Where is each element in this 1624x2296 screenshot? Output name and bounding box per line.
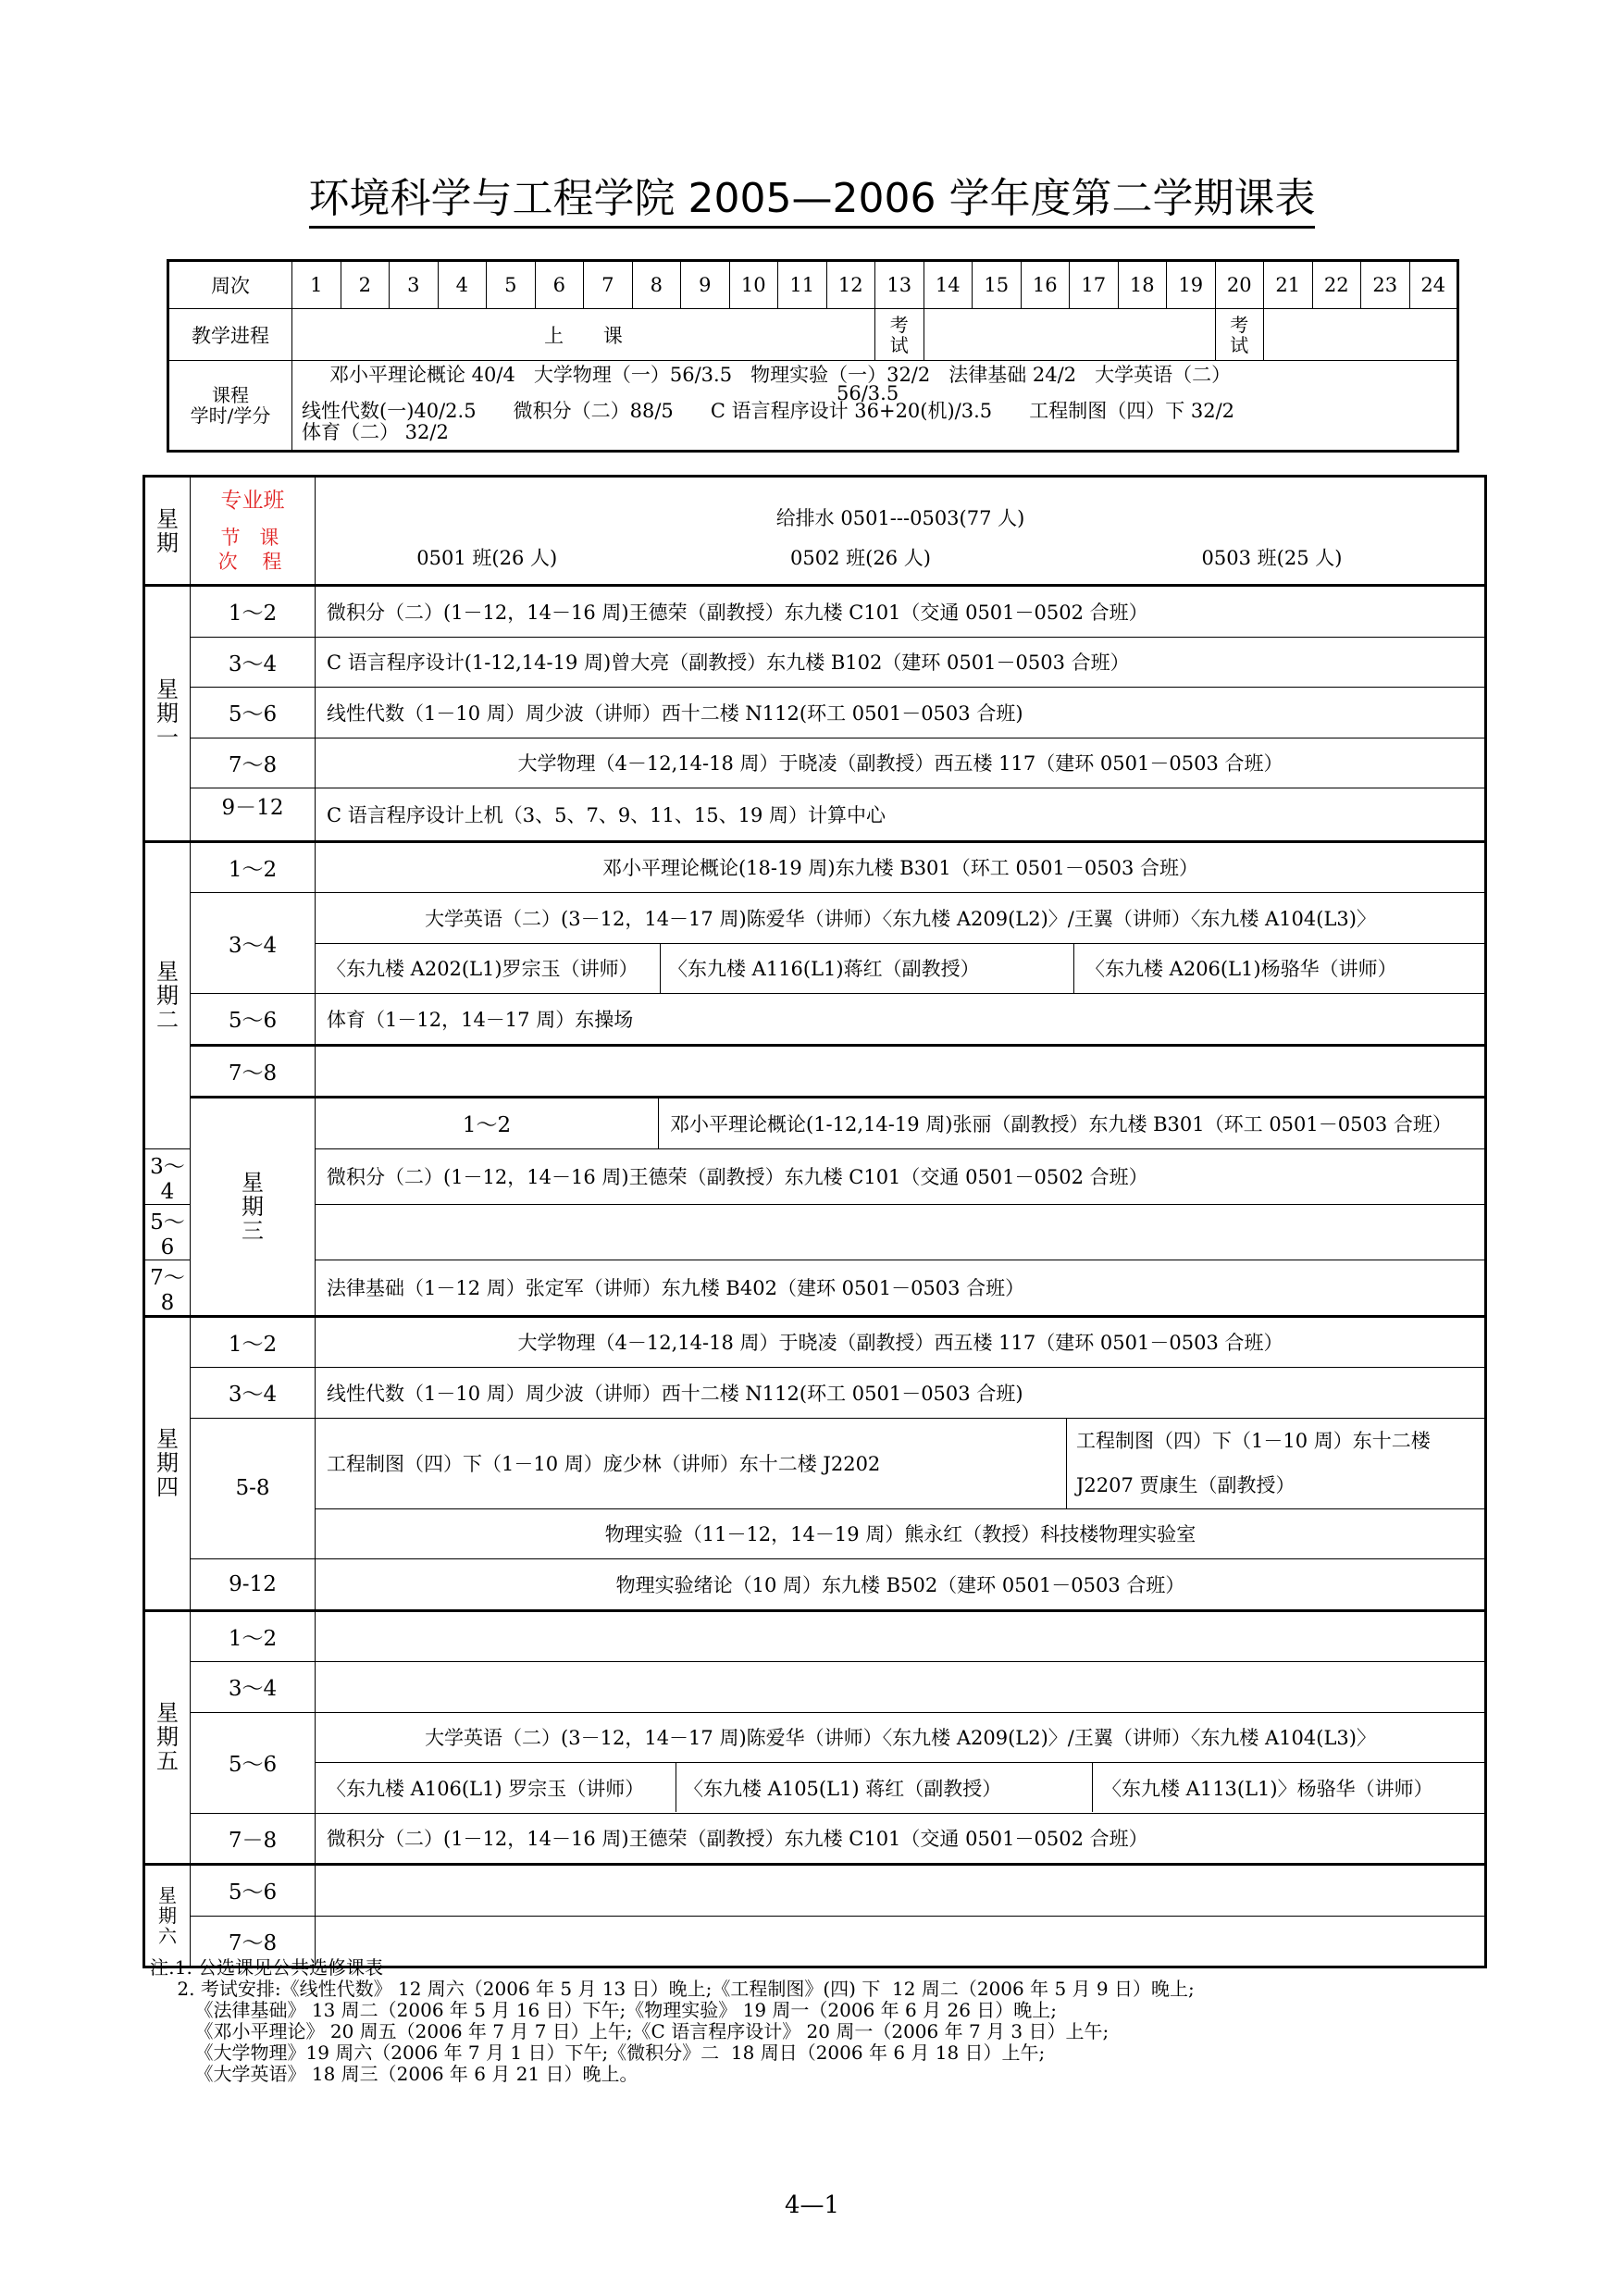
week-cell: 16 [1021,261,1070,309]
friday-row [144,1763,1486,1814]
week-cell: 19 [1167,261,1216,309]
week-row [168,261,1458,309]
page-number: 4—1 [784,2191,840,2219]
week-cell: 24 [1409,261,1458,309]
friday-row [144,1662,1486,1713]
day-thursday: 星期四 [144,1316,191,1610]
week-cell: 21 [1264,261,1313,309]
corner-header [191,477,316,586]
course-cell: 微积分（二）(1－12，14－16 周)王德荣（副教授）东九楼 C101（交通 0501－0502 合班） [316,586,1486,638]
slot-label: 3～4 [191,1662,316,1713]
week-label: 周次 [168,261,292,309]
course-cell: 大学英语（二）(3－12，14－17 周)陈爱华（讲师）〈东九楼 A209(L2)〉/王翼（讲师）〈东九楼 A104(L3)〉 [316,1712,1486,1763]
slot-label: 5～6 [191,1712,316,1813]
week-cell: 14 [924,261,973,309]
slot-label: 1～2 [191,586,316,638]
slot-label: 7－8 [191,1813,316,1865]
note-line: 2. 考试安排:《线性代数》 12 周六（2006 年 5 月 13 日）晚上;《工程制图》(四) 下 12 周二（2006 年 5 月 9 日）晚上; [154,1978,1195,2000]
week-cell: 8 [632,261,681,309]
progress-label: 教学进程 [168,309,292,361]
thursday-row [144,1559,1486,1611]
teaching-progress-table [167,259,1459,453]
class-group [659,531,1486,586]
progress-blank [1264,309,1458,361]
monday-row [144,637,1486,688]
course-cell: 大学物理（4－12,14-18 周）于晓凌（副教授）西五楼 117（建环 0501－0503 合班） [316,738,1486,788]
week-cell: 18 [1118,261,1167,309]
monday-row [144,788,1486,842]
course-split-cell [316,1763,1486,1814]
slot-label: 9－12 [191,788,316,842]
course-cell: 大学英语（二）(3－12，14－17 周)陈爱华（讲师）〈东九楼 A209(L2)〉/王翼（讲师）〈东九楼 A104(L3)〉 [316,893,1486,944]
course-cell: 线性代数（1－10 周）周少波（讲师）西十二楼 N112(环工 0501－0503 合班) [316,1368,1486,1419]
progress-exam: 考试 [1215,309,1264,361]
thursday-row [144,1316,1486,1368]
wednesday-row [144,1098,1486,1149]
tuesday-row [144,893,1486,944]
week-cell: 6 [535,261,584,309]
week-cell: 12 [826,261,875,309]
credits-line: 56/3.5 [837,382,899,404]
course-cell: 〈东九楼 A202(L1)罗宗玉（讲师） [316,944,661,993]
tuesday-row [144,1045,1486,1098]
note-line: 《大学物理》19 周六（2006 年 7 月 1 日）下午;《微积分》二 18 周日（2006 年 6 月 18 日）上午; [154,2042,1046,2064]
course-cell [316,1610,1486,1662]
major-name: 给排水 0501---0503(77 人) [316,477,1486,531]
slot-label: 5～6 [191,688,316,738]
week-cell: 5 [487,261,536,309]
schedule-header-row [144,477,1486,531]
course-cell: 大学物理（4－12,14-18 周）于晓凌（副教授）西五楼 117（建环 0501－0503 合班） [316,1316,1486,1368]
week-cell: 10 [729,261,778,309]
tuesday-row [144,943,1486,994]
course-cell: 法律基础（1－12 周）张定军（讲师）东九楼 B402（建环 0501－0503 合班） [316,1260,1486,1316]
progress-row [168,309,1458,361]
course-cell: 工程制图（四）下（1－10 周）东十二楼 J2207 贾康生（副教授） [1067,1418,1486,1508]
day-tuesday: 星期二 [144,841,191,1148]
monday-row [144,688,1486,738]
slot-label: 1～2 [316,1098,659,1149]
week-cell: 11 [778,261,827,309]
course-cell [316,1045,1486,1098]
thursday-row [144,1418,1486,1508]
saturday-row [144,1865,1486,1917]
course-cell [316,1865,1486,1917]
wednesday-row [144,1260,1486,1316]
week-cell: 20 [1215,261,1264,309]
note-line: 注:1. 公选课见公共选修课表 [150,1956,384,1979]
friday-row [144,1610,1486,1662]
tuesday-row [144,994,1486,1046]
slot-label: 7～8 [191,1916,316,1967]
slot-label: 5-8 [191,1418,316,1559]
slot-label: 7～8 [191,1045,316,1098]
slot-label: 9-12 [191,1559,316,1611]
corner-day-label: 星期 [144,477,191,586]
course-cell: 体育（1－12，14－17 周）东操场 [316,994,1486,1046]
thursday-row [144,1368,1486,1419]
progress-exam: 考试 [875,309,924,361]
monday-row [144,738,1486,788]
wednesday-row [144,1148,1486,1204]
course-cell: 物理实验绪论（10 周）东九楼 B502（建环 0501－0503 合班） [316,1559,1486,1611]
page-title: 环境科学与工程学院 2005—2006 学年度第二学期课表 [139,165,1485,224]
course-cell: 线性代数（1－10 周）周少波（讲师）西十二楼 N112(环工 0501－0503 合班) [316,688,1486,738]
week-cell: 17 [1070,261,1119,309]
course-cell: C 语言程序设计上机（3、5、7、9、11、15、19 周）计算中心 [316,788,1486,842]
tuesday-row [144,841,1486,893]
course-cell: 微积分（二）(1－12，14－16 周)王德荣（副教授）东九楼 C101（交通 0501－0502 合班） [316,1148,1486,1204]
slot-label: 5～6 [144,1204,191,1260]
course-cell: 邓小平理论概论(18-19 周)东九楼 B301（环工 0501－0503 合班） [316,841,1486,893]
class-0501: 0501 班(26 人) [316,531,659,586]
corner-course: 次 程 [217,550,282,573]
week-cell: 23 [1361,261,1410,309]
course-cell: 〈东九楼 A106(L1) 罗宗玉（讲师） [316,1763,676,1812]
credits-line: 邓小平理论概论 40/4 大学物理（一）56/3.5 物理实验（一）32/2 法律基础 24/2 大学英语（二） [329,364,1232,386]
class-0503: 0503 班(25 人) [1201,547,1343,570]
slot-label: 1～2 [191,1316,316,1368]
slot-label: 3～4 [191,1368,316,1419]
course-cell: 〈东九楼 A113(L1)〉杨骆华（讲师） [1102,1777,1433,1800]
friday-row [144,1712,1486,1763]
wednesday-row [144,1204,1486,1260]
notes-section [150,1956,1195,2085]
note-line: 《大学英语》 18 周三（2006 年 6 月 21 日）晚上。 [154,2063,638,2085]
week-cell: 4 [438,261,487,309]
week-cell: 7 [584,261,633,309]
slot-label: 7～8 [144,1260,191,1316]
course-cell: 邓小平理论概论(1-12,14-19 周)张丽（副教授）东九楼 B301（环工 0501－0503 合班） [659,1098,1486,1149]
credits-cell [292,361,1458,452]
slot-label: 1～2 [191,841,316,893]
course-cell [316,1204,1486,1260]
course-cell: 工程制图（四）下（1－10 周）庞少林（讲师）东十二楼 J2202 [316,1418,1067,1508]
credits-row [168,361,1458,452]
course-cell: 〈东九楼 A116(L1)蒋红（副教授） [661,944,1074,993]
slot-label: 3～4 [191,893,316,994]
course-cell: 微积分（二）(1－12，14－16 周)王德荣（副教授）东九楼 C101（交通 0501－0502 合班） [316,1813,1486,1865]
note-line: 《法律基础》 13 周二（2006 年 5 月 16 日）下午;《物理实验》 19 周一（2006 年 6 月 26 日）晚上; [154,1999,1058,2021]
thursday-row [144,1508,1486,1559]
day-friday: 星期五 [144,1610,191,1865]
credits-label: 课程 学时/学分 [168,361,292,452]
corner-section: 节 课 [220,526,279,549]
week-cell: 2 [341,261,390,309]
slot-label: 5～6 [191,994,316,1046]
week-cell: 15 [973,261,1022,309]
week-cell: 13 [875,261,924,309]
course-cell [316,1662,1486,1713]
credits-line: 线性代数(一)40/2.5 微积分（二）88/5 C 语言程序设计 36+20(机)/3.5 工程制图（四）下 32/2 [302,400,1235,422]
class-0502: 0502 班(26 人) [790,547,931,570]
week-cell: 9 [681,261,730,309]
slot-label: 5～6 [191,1865,316,1917]
progress-lecture: 上 课 [292,309,875,361]
monday-row [144,586,1486,638]
day-saturday: 星期六 [144,1865,191,1967]
course-cell: 〈东九楼 A105(L1) 蒋红（副教授） [676,1763,1093,1812]
credits-line: 体育（二） 32/2 [302,421,449,443]
day-wednesday: 星期三 [191,1098,316,1317]
note-line: 《邓小平理论》 20 周五（2006 年 7 月 7 日）上午;《C 语言程序设计》 20 周一（2006 年 7 月 3 日）上午; [154,2020,1110,2042]
slot-label: 1～2 [191,1610,316,1662]
week-cell: 1 [292,261,341,309]
friday-row [144,1813,1486,1865]
course-split-cell [316,943,1486,994]
slot-label: 3～4 [144,1148,191,1204]
slot-label: 7～8 [191,738,316,788]
class-header-row [144,531,1486,586]
schedule-table [143,475,1487,1968]
course-cell: C 语言程序设计(1-12,14-19 周)曾大亮（副教授）东九楼 B102（建环 0501－0503 合班） [316,637,1486,688]
course-cell: 〈东九楼 A206(L1)杨骆华（讲师） [1085,958,1397,981]
week-cell: 3 [390,261,439,309]
course-cell: 物理实验（11－12，14－19 周）熊永红（教授）科技楼物理实验室 [316,1508,1486,1559]
progress-blank [924,309,1215,361]
day-monday: 星期一 [144,586,191,842]
slot-label: 3～4 [191,637,316,688]
corner-major: 专业班 [220,488,285,513]
week-cell: 22 [1312,261,1361,309]
